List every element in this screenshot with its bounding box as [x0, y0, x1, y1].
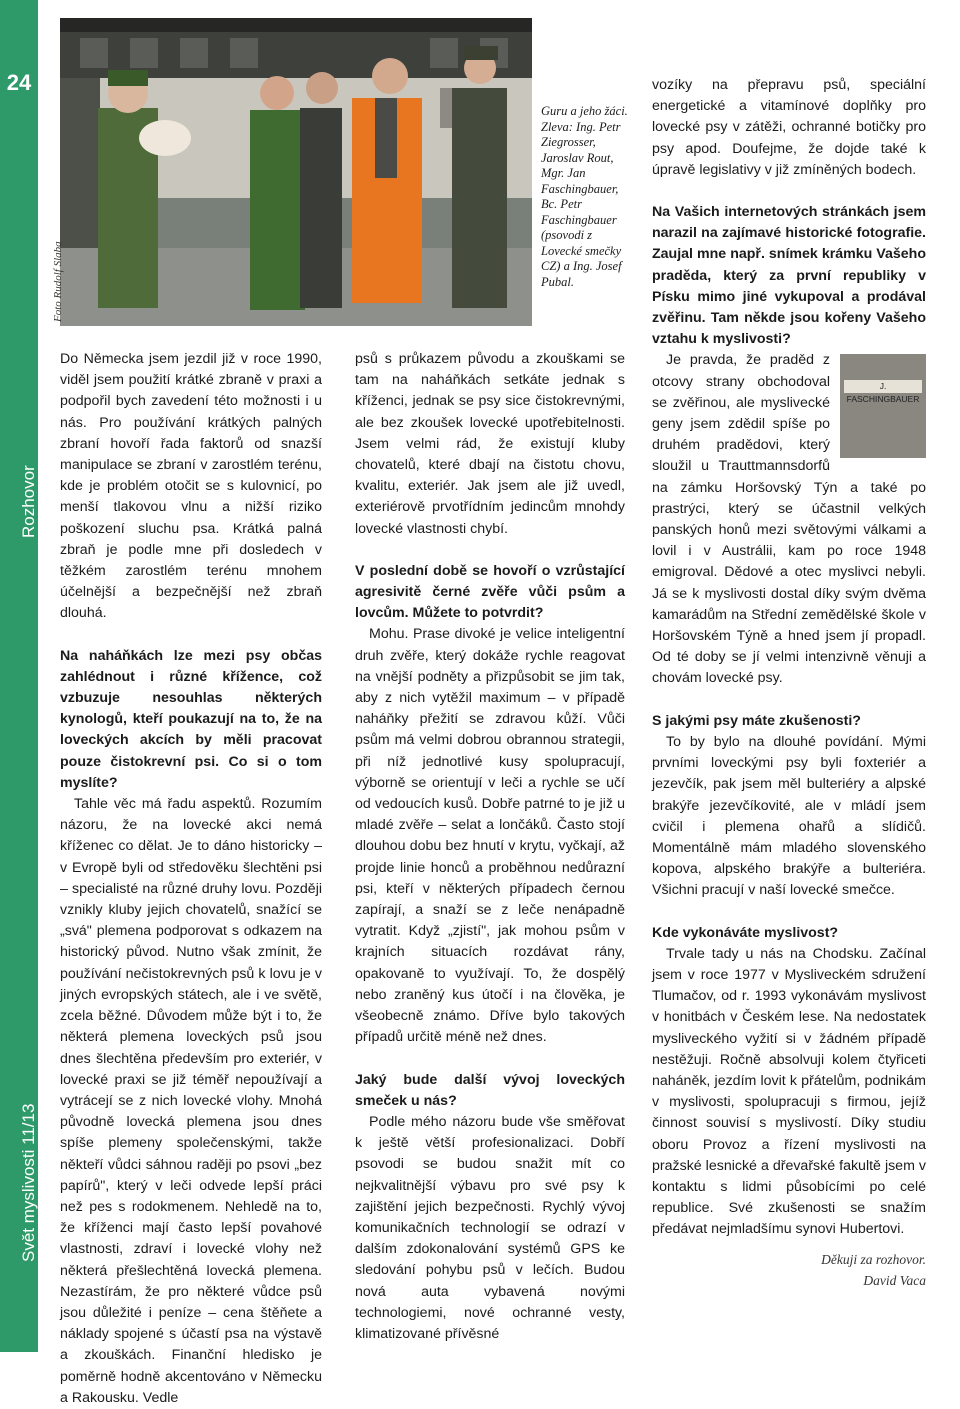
photo-caption: Guru a jeho žáci. Zleva: Ing. Petr Ziegrosser, Jaroslav Rout, Mgr. Jan Faschingbauer, Bc. Petr Faschingbauer (psovodi z Lovecké smečky CZ) a Ing. Josef Pubal. [541, 104, 628, 289]
interview-question: Na Vašich internetových stránkách jsem narazil na zajímavé historické fotografie. Zaujal mne např. snímek krámku Vašeho praděda, který za první republiky v Písku mimo jiné vykupoval a prodával zvěřinu. Tam někde jsou kořeny Vašeho vztahu k myslivosti? [652, 204, 926, 348]
interview-question: S jakými psy máte zkušenosti? [652, 712, 861, 729]
group-photo [60, 18, 532, 326]
paragraph: Mohu. Prase divoké je velice inteligentní druh zvěře, který dokáže rychle reagovat na vnější podněty a přizpůsobit se jim tak, aby z nich vytěžil maximum – v případě naháňky přežití se zdravou kůží. Vůči psům má velmi dobrou obrannou strategii, při níž jednotlivé kusy spolupracují, výborně se orientují v leči a rychle se učí od vedoucích kusů. Dobře patrné to je již u mladé zvěře – selat a lončáků. Často stojí dlouhou dobu bez hnutí v krytu, vyčkají, až projde linie honců a proběhnou nedůrazní psi, kteří v některých případech černou zapírají, a snaží se z leče nenápadně vytratit. Když „zjistí", jak mohou psům v krajních situacích rozdávat rány, opakovaně to využívají. To, že dospělý nebo zraněný kus útočí i na člověka, je všeobecně známo. Dříve bylo takových případů určitě méně než dnes. [355, 626, 625, 1046]
page-number: 24 [6, 70, 32, 95]
paragraph: psů s průkazem původu a zkouškami se tam na naháňkách setkáte jednak s kříženci, jednak se psy sice čistokrevnými, ale bez zkoušek lovecké upotřebitelnosti. Jsem velmi rád, že existují kluby chovatelů, které dbají na čistotu chovu, kvalitu, exteriér. Jak jsem ale již uvedl, exteriérově prvotřídním jedincům mnohdy lovecké vlastnosti chybí. [355, 351, 625, 537]
paragraph: To by bylo na dlouhé povídání. Mými prvními loveckými psy byli foxteriér a jezevčík, pak jsem měl bulteriéry a alpské brakýře jezevčíkovité, ale v mládí jsem cvičil i plemena ohařů a slídičů. Momentálně mám mladého slovenského kopova, alpského brakýře a bulteriéra. Všichni pracují v naší lovecké smečce. [652, 733, 926, 899]
paragraph: Do Německa jsem jezdil již v roce 1990, viděl jsem použití krátké zbraně v praxi a podpořil bych zavedení této možnosti i u nás. Pro používání krátkých palných zbraní hovoří řada faktorů od snazší manipulace se zbraní v zarostlém terénu, kde je problém otočit se s kulovnicí, po menší tlakovou vlnu a nižší riziko poškození sluchu psa. Krátká palná zbraň je podle mne při dosledech v těžkém zarostlém terénu mnohem účelnější a bezpečnější než zbraň dlouhá. [60, 351, 322, 622]
interview-question: V poslední době se hovoří o vzrůstající agresivitě černé zvěře vůči psům a lovcům. Můžete to potvrdit? [355, 562, 625, 622]
shop-sign: J. FASCHINGBAUER [844, 380, 922, 393]
text-column-2 [355, 349, 625, 1345]
section-label: Rozhovor [19, 465, 38, 538]
interview-question: Kde vykonáváte myslivost? [652, 924, 839, 941]
interview-question: Jaký bude další vývoj loveckých smeček u nás? [355, 1071, 625, 1109]
interviewer-name: David Vaca [863, 1272, 926, 1288]
text-column-1 [60, 349, 322, 1409]
paragraph: Tahle věc má řadu aspektů. Rozumím názoru, že na lovecké akci nemá kříženec co dělat. Je to dáno historicky – v Evropě byli od středověku šlechtěni psi – specialisté na různé druhy lovu. Později vznikly kluby jejich chovatelů, snažící se „svá" plemena podporovat s odkazem na historický původ. Nutno však zmínit, že používání nečistokrevných psů k lovu je v jiných evropských státech, ale i ve světě, zcela běžné. Důvodem může být i to, že některá plemena loveckých psů jsou dnes šlechtěna především pro exteriér, v lovecké praxi se již téměř nepoužívají a vytrácejí se z nich lovecké vlohy. Mnohá původně lovecká plemena jsou dnes spíše plemeny společenskými, takže někteří vůdci sáhnou raději po psovi „bez papírů", který v leči odvede lepší práci než pes s rodokmenem. Nehledě na to, že kříženci mají často lepší povahové vlastnosti, zdraví i lovecké vlohy než některá přešlechtěná lovecká plemena. Nezastírám, že pro některé vůdce psů jsou důležité i peníze – cena štěňete a náklady spojené s účastí psa na výstavě a zkouškách. Finanční hledisko je poměrně hodně akcentováno v Německu a Rakousku. Vedle [60, 796, 322, 1406]
thanks-line: Děkuji za rozhovor. [821, 1251, 926, 1267]
paragraph: Podle mého názoru bude vše směřovat k ještě větší profesionalizaci. Dobří psovodi se budou snažit mít co nejkvalitnější výbavu pro své psy k zajištění jejich bezpečnosti. Rychlý vývoj komunikačních technologií se odrazí v dalším zdokonalování systémů GPS ke sledování pohybu psů v lečích. Budou nová auta vybavená novými technologiemi, nové ochranné vesty, klimatizované přívěsné [355, 1113, 625, 1342]
closing-thanks [652, 1249, 926, 1291]
magazine-issue-label: Svět myslivosti 11/13 [19, 1103, 38, 1262]
historic-shop-photo [840, 354, 926, 458]
paragraph: vozíky na přepravu psů, speciální energetické a vitamínové doplňky pro lovecké psy v zátěži, ochranné botičky pro psy apod. Doufejme, že dojde také k úpravě legislativy v již zmíněných bodech. [652, 77, 926, 178]
text-column-3 [652, 75, 926, 1291]
interview-question: Na naháňkách lze mezi psy občas zahlédnout i různé křížence, což vzbuzuje nesouhlas některých kynologů, kteří poukazují na to, že na loveckých akcích by měli pracovat pouze čistokrevní psi. Co si o tom myslíte? [60, 647, 322, 791]
paragraph: Je pravda, že praděd z otcovy strany obchodoval se zvěřinou, ale myslivecké geny jsem zdědil spíše po druhém pradědovi, který sloužil u Trauttmannsdorfů na zámku Horšovský Týn a také po prastrýci, který se účastnil velkých panských honů mezi světovými válkami a lovil i v Austrálii, kam po roce 1948 emigroval. Dědové a otec myslivci nebyli. Já se k myslivosti dostal díky svým dvěma kamarádům na Střední zemědělské škole v Horšovském Týně a hned jsem jí propadl. Od té doby se jí velmi intenzivně věnuji a chovám lovecké psy. [652, 352, 926, 687]
photo-credit: Foto Rudolf Slaba [52, 241, 64, 322]
group-photo-illustration [60, 18, 532, 326]
paragraph: Trvale tady u nás na Chodsku. Začínal jsem v roce 1977 v Mysliveckém sdružení Tlumačov, od r. 1993 vykonávám myslivost v honitbách v Českém lese. Na nedostatek mysliveckého vyžití si v žádném případě nestěžuji. Ročně absolvuji kolem čtyřiceti naháněk, jezdím lovit k přátelům, podnikám v myslivosti, spolupracuji s firmou, jejíž činnost souvisí s myslivostí. Díky studiu oboru Provoz a řízení myslivosti na pražské lesnické a dřevařské fakultě jsem v kontaktu s lidmi působícími po celé republice. Své zkušenosti se snažím předávat nejmladšímu synovi Hubertovi. [652, 945, 926, 1238]
